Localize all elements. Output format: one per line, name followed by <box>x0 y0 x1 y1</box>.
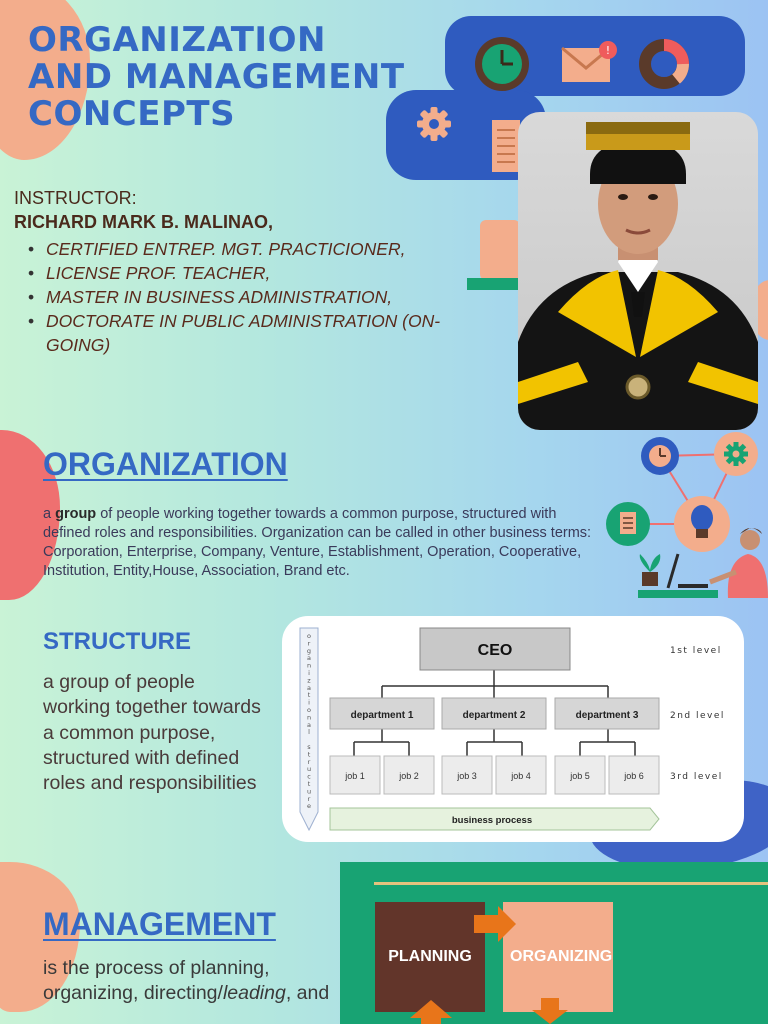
desk <box>638 590 718 598</box>
org-structure-vertical-char: r <box>307 639 311 648</box>
credentials-list <box>28 237 468 357</box>
network-illustration <box>600 432 768 604</box>
org-structure-vertical-char: o <box>307 706 311 714</box>
org-structure-vertical-char: e <box>307 802 311 811</box>
credential-item: • CERTIFIED ENTREP. MGT. PRACTICIONER, <box>28 237 468 261</box>
organization-definition <box>43 505 603 581</box>
org-body-prefix: a <box>43 506 56 522</box>
credential-item: • MASTER IN BUSINESS ADMINISTRATION, <box>28 285 468 309</box>
arrow-down-icon <box>532 998 568 1024</box>
org-structure-vertical-char: n <box>306 661 312 670</box>
credential-item: • DOCTORATE IN PUBLIC ADMINISTRATION (ON-GOING) <box>28 309 468 357</box>
arrow-up-icon <box>410 1000 452 1024</box>
job-label: job 5 <box>570 771 590 781</box>
department-label: department 2 <box>462 710 526 721</box>
level-label: 2nd level <box>670 711 725 721</box>
gear-icon <box>714 432 758 476</box>
organizing-box <box>503 902 613 1012</box>
clock-icon <box>472 34 532 94</box>
org-structure-vertical-char: o <box>307 632 311 640</box>
management-definition <box>43 956 343 1006</box>
planning-label: PLANNING <box>388 948 472 965</box>
mail-icon <box>560 40 620 85</box>
org-structure-vertical-char: s <box>307 743 311 751</box>
org-body-rest: of people working together towards a common purpose, structured with defined roles and responsibilities. Organization can be called in other business terms: Corporation, Enterprise, Company, Venture, Establishment, Operation, Cooperative, Institution, Entity,House, Association, Brand etc. <box>43 506 592 579</box>
credential-item: • LICENSE PROF. TEACHER, <box>28 261 468 285</box>
level-label: 1st level <box>670 646 722 656</box>
document-icon <box>606 502 650 546</box>
org-structure-vertical-char: t <box>307 691 311 700</box>
department-label: department 3 <box>575 710 639 721</box>
org-structure-vertical-char: r <box>307 757 311 766</box>
title-line-2: AND MANAGEMENT <box>28 57 405 97</box>
plant-icon <box>640 554 661 586</box>
job-label: job 6 <box>624 771 644 781</box>
org-structure-vertical-char: u <box>306 787 312 796</box>
department-label: department 1 <box>350 710 414 721</box>
org-structure-vertical-char: r <box>307 794 311 803</box>
org-structure-vertical-char: i <box>308 669 310 677</box>
mgmt-body-end: , and <box>285 982 330 1004</box>
job-label: job 1 <box>345 771 365 781</box>
org-structure-vertical-char: g <box>306 646 312 655</box>
job-label: job 4 <box>511 771 531 781</box>
org-structure-vertical-char: t <box>307 750 311 759</box>
title-line-1: ORGANIZATION <box>28 20 326 60</box>
org-structure-vertical-char: u <box>306 765 312 774</box>
org-body-bold: group <box>55 506 97 522</box>
job-label: job 2 <box>399 771 419 781</box>
business-process-label: business process <box>451 815 533 826</box>
org-chart <box>282 616 744 842</box>
decor-orange-block <box>480 220 520 280</box>
lightbulb-icon <box>674 496 730 552</box>
planning-box <box>375 902 485 1012</box>
org-structure-vertical-char: z <box>307 676 311 685</box>
org-structure-vertical-char: n <box>306 713 312 722</box>
donut-chart-icon <box>636 36 692 92</box>
instructor-name: RICHARD MARK B. MALINAO, <box>14 212 273 232</box>
structure-definition: a group of people working together towards a common purpose, structured with defined roles and responsibilities <box>43 671 261 795</box>
org-structure-vertical-char: i <box>308 698 310 707</box>
instructor-photo <box>518 112 758 430</box>
org-structure-vertical-char: t <box>307 780 311 788</box>
mgmt-body-start: is the process of planning, organizing, directing/ <box>43 957 270 1004</box>
org-structure-vertical-char: c <box>307 772 311 781</box>
org-structure-vertical-char: a <box>307 683 311 692</box>
title-line-3: CONCEPTS <box>28 94 236 134</box>
management-heading: MANAGEMENT <box>43 906 276 942</box>
structure-heading: STRUCTURE <box>43 628 191 655</box>
decor-green-bar <box>467 278 522 290</box>
decor-gold-line <box>374 882 768 885</box>
instructor-label: INSTRUCTOR: <box>14 188 137 208</box>
mgmt-body-italic: leading <box>222 982 286 1004</box>
level-label: 3rd level <box>670 772 723 782</box>
job-label: job 3 <box>457 771 477 781</box>
org-chart-card <box>282 616 744 842</box>
clock-icon <box>641 437 679 475</box>
organizing-label: ORGANIZING <box>510 948 613 965</box>
arrow-right-icon <box>474 906 518 942</box>
org-structure-vertical-char: a <box>307 720 311 729</box>
ceo-label: CEO <box>477 642 513 659</box>
organization-heading: ORGANIZATION <box>43 446 288 482</box>
org-structure-vertical-char: l <box>308 728 310 737</box>
svg-text:!: ! <box>605 44 611 57</box>
org-structure-vertical-char: a <box>307 654 311 663</box>
page-title <box>28 22 448 133</box>
